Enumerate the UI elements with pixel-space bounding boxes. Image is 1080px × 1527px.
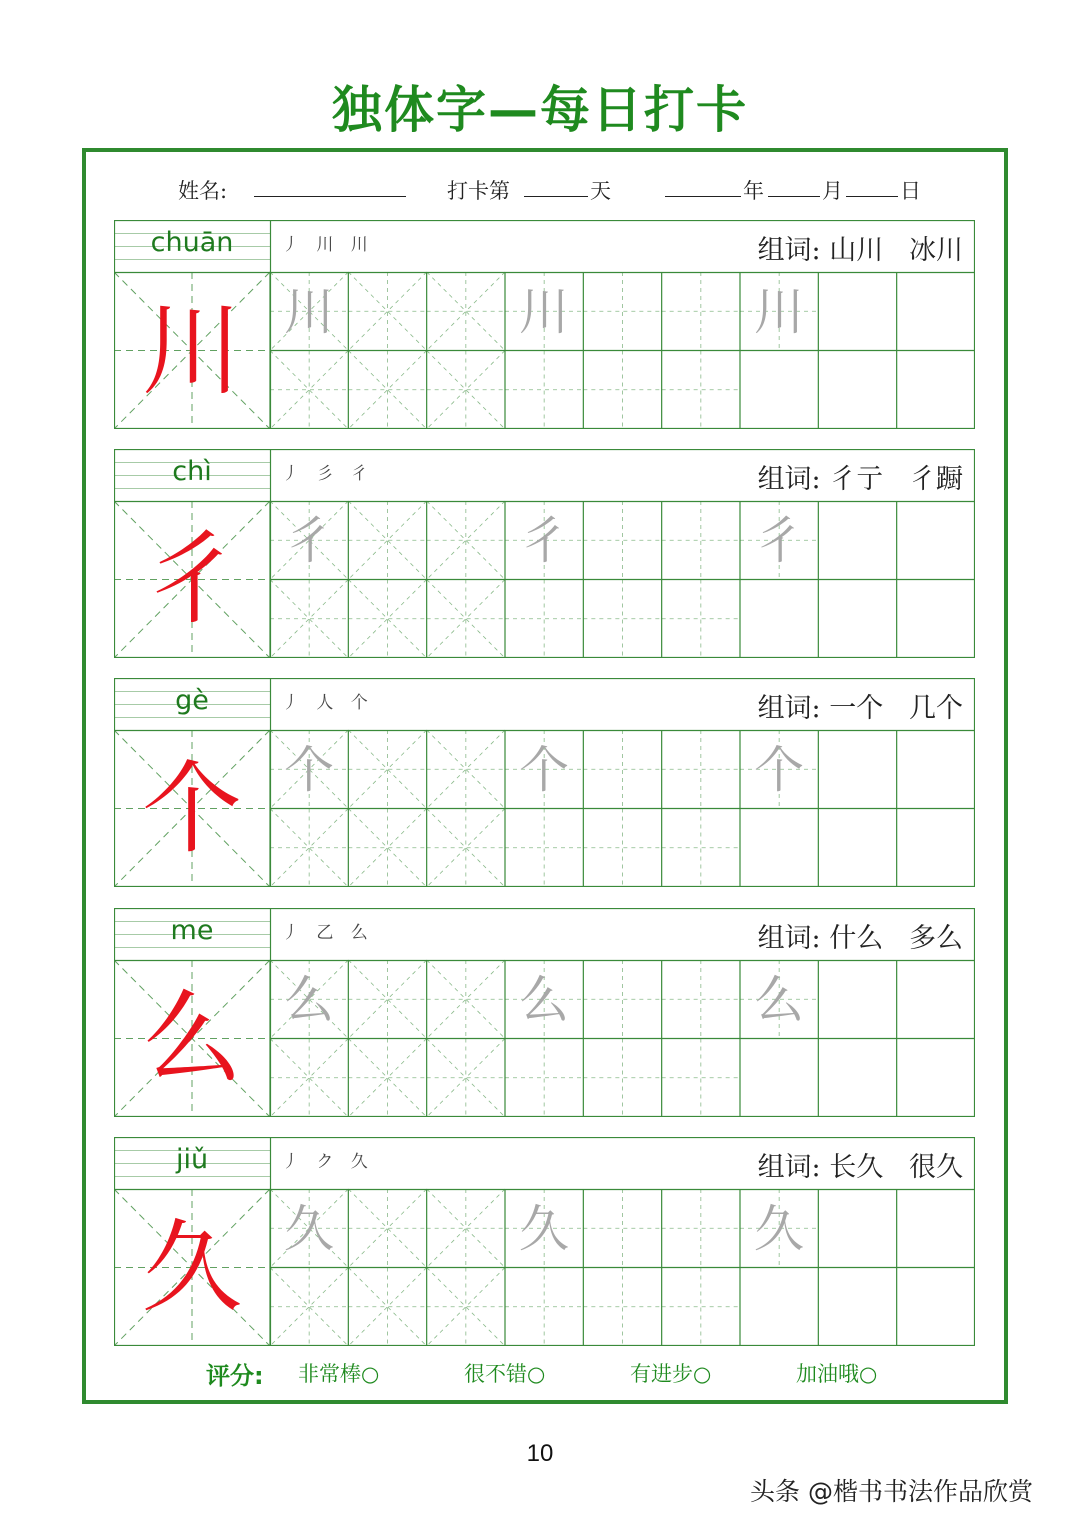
word-examples (758, 1145, 963, 1184)
date-label: 日 (900, 179, 921, 203)
year-label: 年 (743, 179, 764, 203)
model-character: 川 (142, 292, 242, 409)
watermark: 头条 @楷书书法作品欣赏 (750, 1477, 1033, 1506)
header-row (0, 175, 1080, 205)
day-suffix: 天 (590, 179, 611, 203)
trace-character: 川 (519, 283, 569, 341)
model-character: 久 (142, 1209, 242, 1326)
trace-character: 彳 (754, 512, 804, 570)
character-block (114, 220, 975, 429)
words-label: 组词: (757, 1152, 830, 1183)
trace-character: 久 (754, 1200, 804, 1258)
rating-option-keep-going[interactable]: 加油哦○ (796, 1362, 878, 1386)
pinyin-label: chuān (150, 227, 234, 258)
stroke-order: 丿 ク 久 (282, 1152, 374, 1172)
page-title: 独体字—每日打卡 (332, 81, 748, 139)
trace-character: 个 (284, 741, 334, 799)
words-value: 山川 冰川 (829, 235, 963, 266)
character-block (114, 908, 975, 1117)
trace-character: 么 (284, 971, 334, 1029)
word-examples (758, 457, 963, 496)
model-character: 个 (142, 750, 242, 867)
words-label: 组词: (757, 693, 830, 724)
month-field[interactable] (768, 173, 820, 197)
stroke-order: 丿 人 个 (282, 693, 374, 713)
day-field[interactable] (524, 173, 588, 197)
rating-option-improving[interactable]: 有进步○ (630, 1362, 712, 1386)
trace-character: 么 (519, 971, 569, 1029)
words-label: 组词: (757, 464, 830, 495)
trace-character: 彳 (284, 512, 334, 570)
word-examples (758, 916, 963, 955)
model-character: 么 (142, 980, 242, 1097)
character-block (114, 449, 975, 658)
trace-character: 久 (284, 1200, 334, 1258)
date-field[interactable] (846, 173, 898, 197)
rating-option-good[interactable]: 很不错○ (464, 1362, 546, 1386)
character-block (114, 678, 975, 887)
word-examples (758, 686, 963, 725)
trace-character: 川 (284, 283, 334, 341)
model-character: 彳 (142, 521, 242, 638)
day-prefix: 打卡第 (447, 179, 510, 203)
name-label: 姓名: (178, 179, 228, 203)
words-value: 一个 几个 (829, 693, 963, 724)
trace-character: 彳 (519, 512, 569, 570)
stroke-order: 丿 乙 么 (282, 923, 374, 943)
trace-character: 川 (754, 283, 804, 341)
trace-character: 个 (519, 741, 569, 799)
trace-character: 么 (754, 971, 804, 1029)
words-value: 长久 很久 (829, 1152, 963, 1183)
pinyin-label: chì (172, 456, 212, 487)
pinyin-label: gè (175, 685, 209, 716)
name-field[interactable] (254, 173, 406, 197)
page-number: 10 (526, 1440, 554, 1467)
trace-character: 久 (519, 1200, 569, 1258)
words-value: 什么 多么 (829, 923, 963, 954)
word-examples (758, 228, 963, 267)
stroke-order: 丿 川 川 (282, 235, 374, 255)
stroke-order: 丿 彡 彳 (282, 464, 374, 484)
rating-option-excellent[interactable]: 非常棒○ (298, 1362, 380, 1386)
rating-row (0, 1358, 1080, 1390)
pinyin-label: me (170, 915, 214, 946)
words-label: 组词: (757, 923, 830, 954)
words-value: 彳亍 彳蹰 (829, 464, 963, 495)
words-label: 组词: (757, 235, 830, 266)
pinyin-label: jiǔ (175, 1144, 209, 1175)
character-block (114, 1137, 975, 1346)
trace-character: 个 (754, 741, 804, 799)
year-field[interactable] (665, 173, 741, 197)
rating-label: 评分: (206, 1362, 264, 1390)
month-label: 月 (822, 179, 843, 203)
